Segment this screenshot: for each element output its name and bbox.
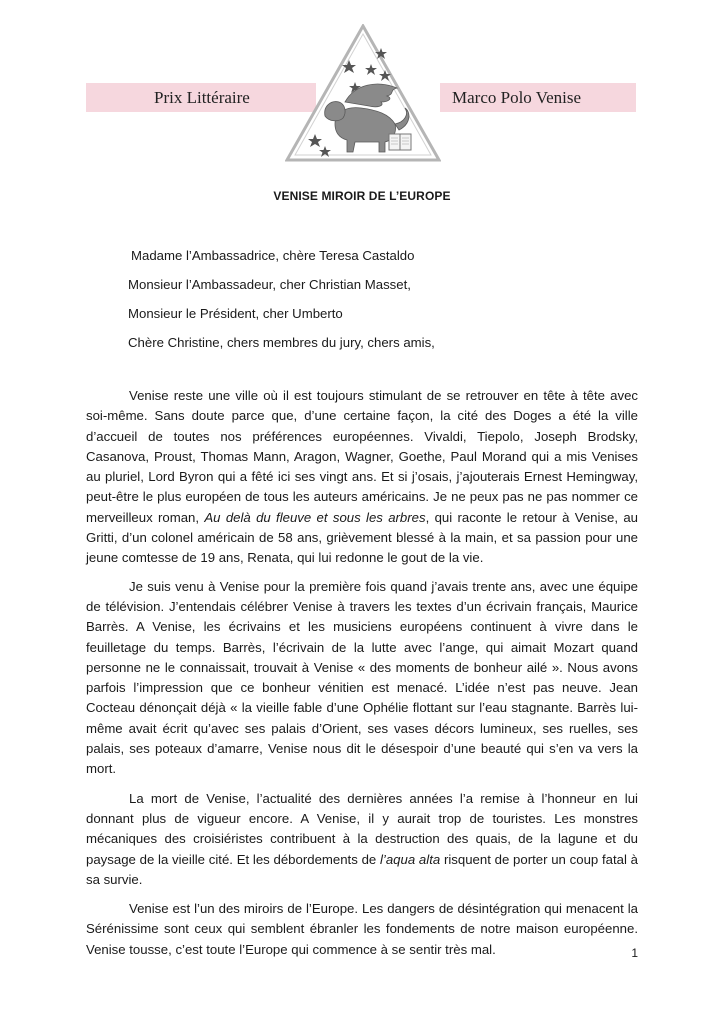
- salutation-line: Monsieur l’Ambassadeur, cher Christian Masset,: [128, 277, 411, 292]
- salutation-line: Madame l’Ambassadrice, chère Teresa Castaldo: [131, 248, 415, 263]
- salutation-line: Chère Christine, chers membres du jury, chers amis,: [128, 335, 435, 350]
- paragraph-text: La mort de Venise, l’actualité des dernières années l’a remise à l’honneur en lui donnant plus de vigueur encore. A Venise, il y aurait trop de touristes. Les monstres mécaniques des croisiéristes contribuent à la destruction des quais, de la lagune et du paysage de la vieille cité. Et les débordements de: [86, 790, 638, 867]
- page-header: [0, 0, 724, 170]
- paragraph-text: Venise reste une ville où il est toujours stimulant de se retrouver en tête à tête avec soi-même. Sans doute parce que, d’une certaine façon, la cité des Doges a été la ville d’accueil de toutes nos préférences européennes. Vivaldi, Tiepolo, Joseph Brodsky, Casanova, Proust, Thomas Mann, Aragon, Wagner, Goethe, Paul Morand qui a mis Venises au pluriel, Lord Byron qui a fêté ici ses vingt ans. Et si j’osais, j’ajouterais Ernest Hemingway, peut-être le plus européen de tous les auteurs américains. Je ne peux pas ne pas nommer ce merveilleux roman,: [86, 388, 638, 525]
- paragraph-text: Je suis venu à Venise pour la première fois quand j’avais trente ans, avec une équipe de télévision. J’entendais célébrer Venise à travers les textes d’un écrivain français, Maurice Barrès. A Venise, les écrivains et les musiciens européens continuent à vivre dans le feuilletage du temps. Barrès, l’écrivain de la lutte avec l’ange, qui aimait Mozart quand personne ne le connaissait, trouvait à Venise « des moments de bonheur ailé ». Nous avons parfois l’impression que ce bonheur vénitien est menacé. L’idée n’est pas neuve. Jean Cocteau dénonçait déjà « la vieille fable d’une Ophélie flottant sur l’eau stagnante. Barrès lui-même avait écrit qu’avec ses palais d’Orient, ses vases décors lumineux, ses ruelles, ses palais, ses poteaux d’amarre, Venise nous dit le désespoir d’une beauté qui s’en va vers la mort.: [86, 578, 638, 777]
- page-number: 1: [631, 946, 638, 960]
- paragraph-text: , qui raconte le retour à Venise, au Gritti, d’un colonel américain de 58 ans, grièvement blessé à la main, et sa passion pour une jeune comtesse de 19 ans, Renata, qui lui redonne le gout de la vie.: [86, 509, 639, 566]
- body-text: [86, 386, 638, 969]
- winged-lion-logo-icon: [285, 24, 441, 162]
- paragraph-text: Venise est l’un des miroirs de l’Europe. Les dangers de désintégration qui menacent la Sérénissime sont ceux qui semblent ébranler les fondements de notre maison européenne. Venise tousse, c’est toute l’Europe qui commence à se sentir très mal.: [86, 901, 638, 957]
- paragraph-text: risquent de porter un coup fatal à sa survie.: [86, 851, 638, 887]
- prize-label: Prix Littéraire: [154, 87, 250, 107]
- salutation-line: Monsieur le Président, cher Umberto: [128, 306, 343, 321]
- salutation-list: [128, 246, 435, 362]
- document-title: VENISE MIROIR DE L’EUROPE: [273, 189, 451, 203]
- paragraph: [86, 386, 638, 569]
- italic-term: l’aqua alta: [379, 851, 441, 867]
- paragraph: [86, 577, 638, 780]
- book-title-italic: Au delà du fleuve et sous les arbres: [204, 509, 426, 525]
- paragraph: [86, 899, 638, 960]
- paragraph: [86, 789, 638, 890]
- header-band-right: [440, 83, 636, 112]
- header-band-left: [86, 83, 316, 112]
- prize-city-label: Marco Polo Venise: [452, 87, 582, 107]
